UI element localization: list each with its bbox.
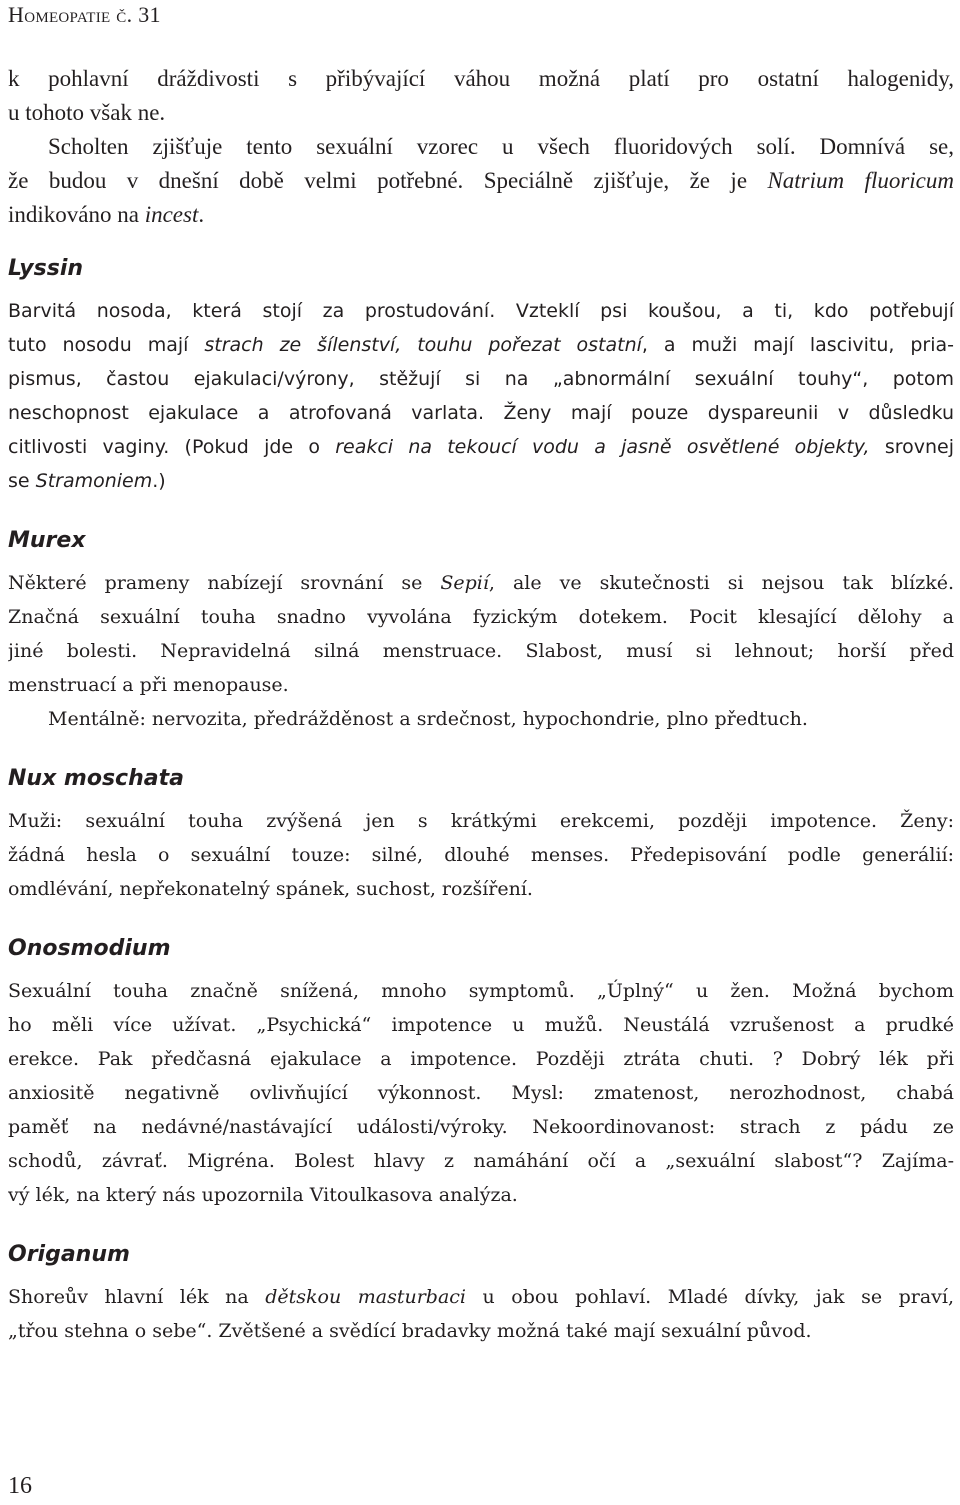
- running-header: Homeopatie č. 31: [8, 2, 161, 27]
- text-run: Některé prameny nabízejí srovnání se: [8, 572, 441, 594]
- italic-term: Sepií: [440, 572, 489, 594]
- section-body-lyssin: [8, 294, 954, 498]
- intro-paragraph: [8, 62, 954, 232]
- text-run: citlivosti vaginy. (Pokud jde o: [8, 436, 336, 458]
- text-line: u tohoto však ne.: [8, 100, 166, 125]
- italic-term: Natrium fluoricum: [767, 168, 954, 193]
- text-line: Scholten zjišťuje tento sexuální vzorec u všech fluoridových solí. Domnívá se,: [48, 134, 954, 159]
- text-run: srovnej: [869, 436, 954, 458]
- text-line: [8, 198, 954, 232]
- italic-term: Stramoniem: [35, 470, 153, 492]
- text-run: tuto nosodu mají: [8, 334, 205, 356]
- text-line: Barvitá nosoda, která stojí za prostudování. Vzteklí psi koušou, a ti, kdo potřebují: [8, 300, 954, 322]
- section-heading-lyssin: Lyssin: [8, 256, 84, 281]
- section-heading-onosmodium: Onosmodium: [8, 936, 171, 961]
- text-line: ho měli více užívat. „Psychická“ impotence u mužů. Neustálá vzrušenost a prudké: [8, 1014, 954, 1036]
- text-run: Shoreův hlavní lék na: [8, 1286, 266, 1308]
- text-run: že budou v dnešní době velmi potřebné. Speciálně zjišťuje, že je: [8, 168, 768, 193]
- text-line: Mentálně: nervozita, předrážděnost a srdečnost, hypochondrie, plno předtuch.: [48, 708, 808, 730]
- text-run: , ale ve skutečnosti si nejsou tak blízké.: [488, 572, 954, 594]
- text-line: schodů, závrať. Migréna. Bolest hlavy z namáhání očí a „sexuální slabost“? Zajíma-: [8, 1150, 954, 1172]
- text-line: [8, 1280, 954, 1314]
- page-number: 16: [8, 1473, 32, 1499]
- text-run: indikováno na: [8, 202, 145, 227]
- section-body-origanum: [8, 1280, 954, 1348]
- text-line: žádná hesla o sexuální touze: silné, dlouhé menses. Předepisování podle generálií:: [8, 844, 954, 866]
- italic-term: incest: [144, 202, 199, 227]
- document-page: [8, 0, 954, 1505]
- text-line: menstruací a při menopause.: [8, 674, 289, 696]
- text-line: vý lék, na který nás upozornila Vitoulkasova analýza.: [8, 1184, 518, 1206]
- section-body-onosmodium: [8, 974, 954, 1212]
- page-content: [8, 62, 954, 1348]
- text-line: neschopnost ejakulace a atrofovaná varlata. Ženy mají pouze dyspareunii v důsledku: [8, 402, 954, 424]
- text-line: [8, 566, 954, 600]
- section-heading-origanum: Origanum: [8, 1242, 130, 1267]
- text-run: u obou pohlaví. Mladé dívky, jak se praví,: [466, 1286, 954, 1308]
- text-line: Sexuální touha značně snížená, mnoho symptomů. „Úplný“ u žen. Možná bychom: [8, 980, 954, 1002]
- text-line: omdlévání, nepřekonatelný spánek, suchost, rozšíření.: [8, 878, 533, 900]
- section-heading-nux-moschata: Nux moschata: [8, 766, 184, 791]
- text-line: Značná sexuální touha snadno vyvolána fyzickým dotekem. Pocit klesající dělohy a: [8, 606, 954, 628]
- text-line: pismus, častou ejakulaci/výrony, stěžují si na „abnormální sexuální touhy“, potom: [8, 368, 954, 390]
- text-line: [8, 328, 954, 362]
- text-run: , a muži mají lascivitu, pria-: [641, 334, 954, 356]
- text-line: k pohlavní dráždivosti s přibývající váhou možná platí pro ostatní halogenidy,: [8, 66, 954, 91]
- text-line: „třou stehna o sebe“. Zvětšené a svědící bradavky možná také mají sexuální původ.: [8, 1320, 812, 1342]
- italic-phrase: strach ze šílenství, touhu pořezat ostatní: [204, 334, 642, 356]
- section-heading-murex: Murex: [8, 528, 86, 553]
- section-body-nux-moschata: [8, 804, 954, 906]
- text-line: erekce. Pak předčasná ejakulace a impotence. Později ztráta chuti. ? Dobrý lék při: [8, 1048, 954, 1070]
- text-line: paměť na nedávné/nastávající události/výroky. Nekoordinovanost: strach z pádu ze: [8, 1116, 954, 1138]
- text-line: [8, 464, 954, 498]
- italic-phrase: dětskou masturbaci: [265, 1286, 466, 1308]
- text-line: Muži: sexuální touha zvýšená jen s krátkými erekcemi, později impotence. Ženy:: [8, 810, 954, 832]
- text-run: se: [8, 470, 36, 492]
- text-line: jiné bolesti. Nepravidelná silná menstruace. Slabost, musí si lehnout; horší před: [8, 640, 954, 662]
- section-body-murex: [8, 566, 954, 736]
- text-line: [8, 430, 954, 464]
- text-line: anxiositě negativně ovlivňující výkonnost. Mysl: zmatenost, nerozhodnost, chabá: [8, 1082, 954, 1104]
- text-run: .): [152, 470, 166, 492]
- text-run: .: [198, 202, 205, 227]
- italic-phrase: reakci na tekoucí vodu a jasně osvětlené objekty,: [335, 436, 870, 458]
- text-line: [8, 164, 954, 198]
